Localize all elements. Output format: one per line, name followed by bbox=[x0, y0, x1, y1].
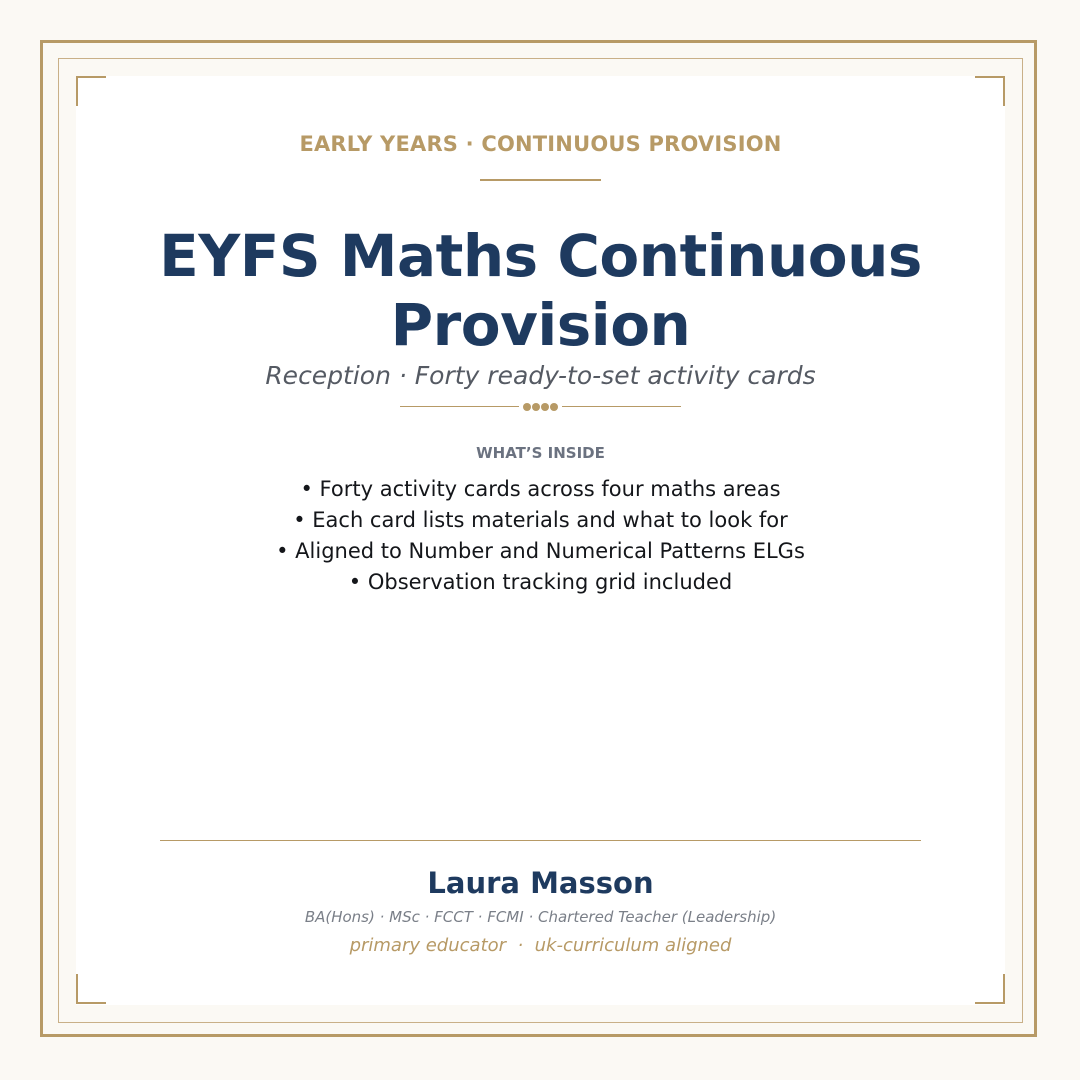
list-item: • Observation tracking grid included bbox=[348, 570, 733, 594]
corner-ornament-bottom-right bbox=[975, 974, 1005, 1004]
divider-line-right bbox=[562, 406, 681, 407]
author-credentials: BA(Hons) · MSc · FCCT · FCMI · Chartered Teacher (Leadership) bbox=[304, 908, 777, 926]
list-item: • Forty activity cards across four maths areas bbox=[300, 477, 781, 501]
list-item: • Each card lists materials and what to look for bbox=[293, 508, 788, 532]
divider-line-left bbox=[400, 406, 519, 407]
author-tagline: primary educator · uk-curriculum aligned bbox=[349, 935, 732, 956]
ornamental-divider bbox=[400, 400, 681, 414]
corner-ornament-top-right bbox=[975, 76, 1005, 106]
author-name: Laura Masson bbox=[427, 866, 654, 900]
page-title: EYFS Maths Continuous Provision bbox=[159, 222, 922, 359]
subtitle: Reception · Forty ready-to-set activity cards bbox=[265, 361, 816, 390]
list-item: • Aligned to Number and Numerical Patterns ELGs bbox=[276, 539, 805, 563]
eyebrow-divider bbox=[480, 179, 601, 181]
divider-dots-icon bbox=[523, 403, 558, 411]
category-eyebrow: EARLY YEARS · CONTINUOUS PROVISION bbox=[299, 132, 782, 156]
corner-ornament-bottom-left bbox=[76, 974, 106, 1004]
corner-ornament-top-left bbox=[76, 76, 106, 106]
section-label: WHAT’S INSIDE bbox=[476, 444, 605, 462]
feature-list bbox=[76, 474, 1005, 598]
footer-divider bbox=[160, 840, 921, 841]
